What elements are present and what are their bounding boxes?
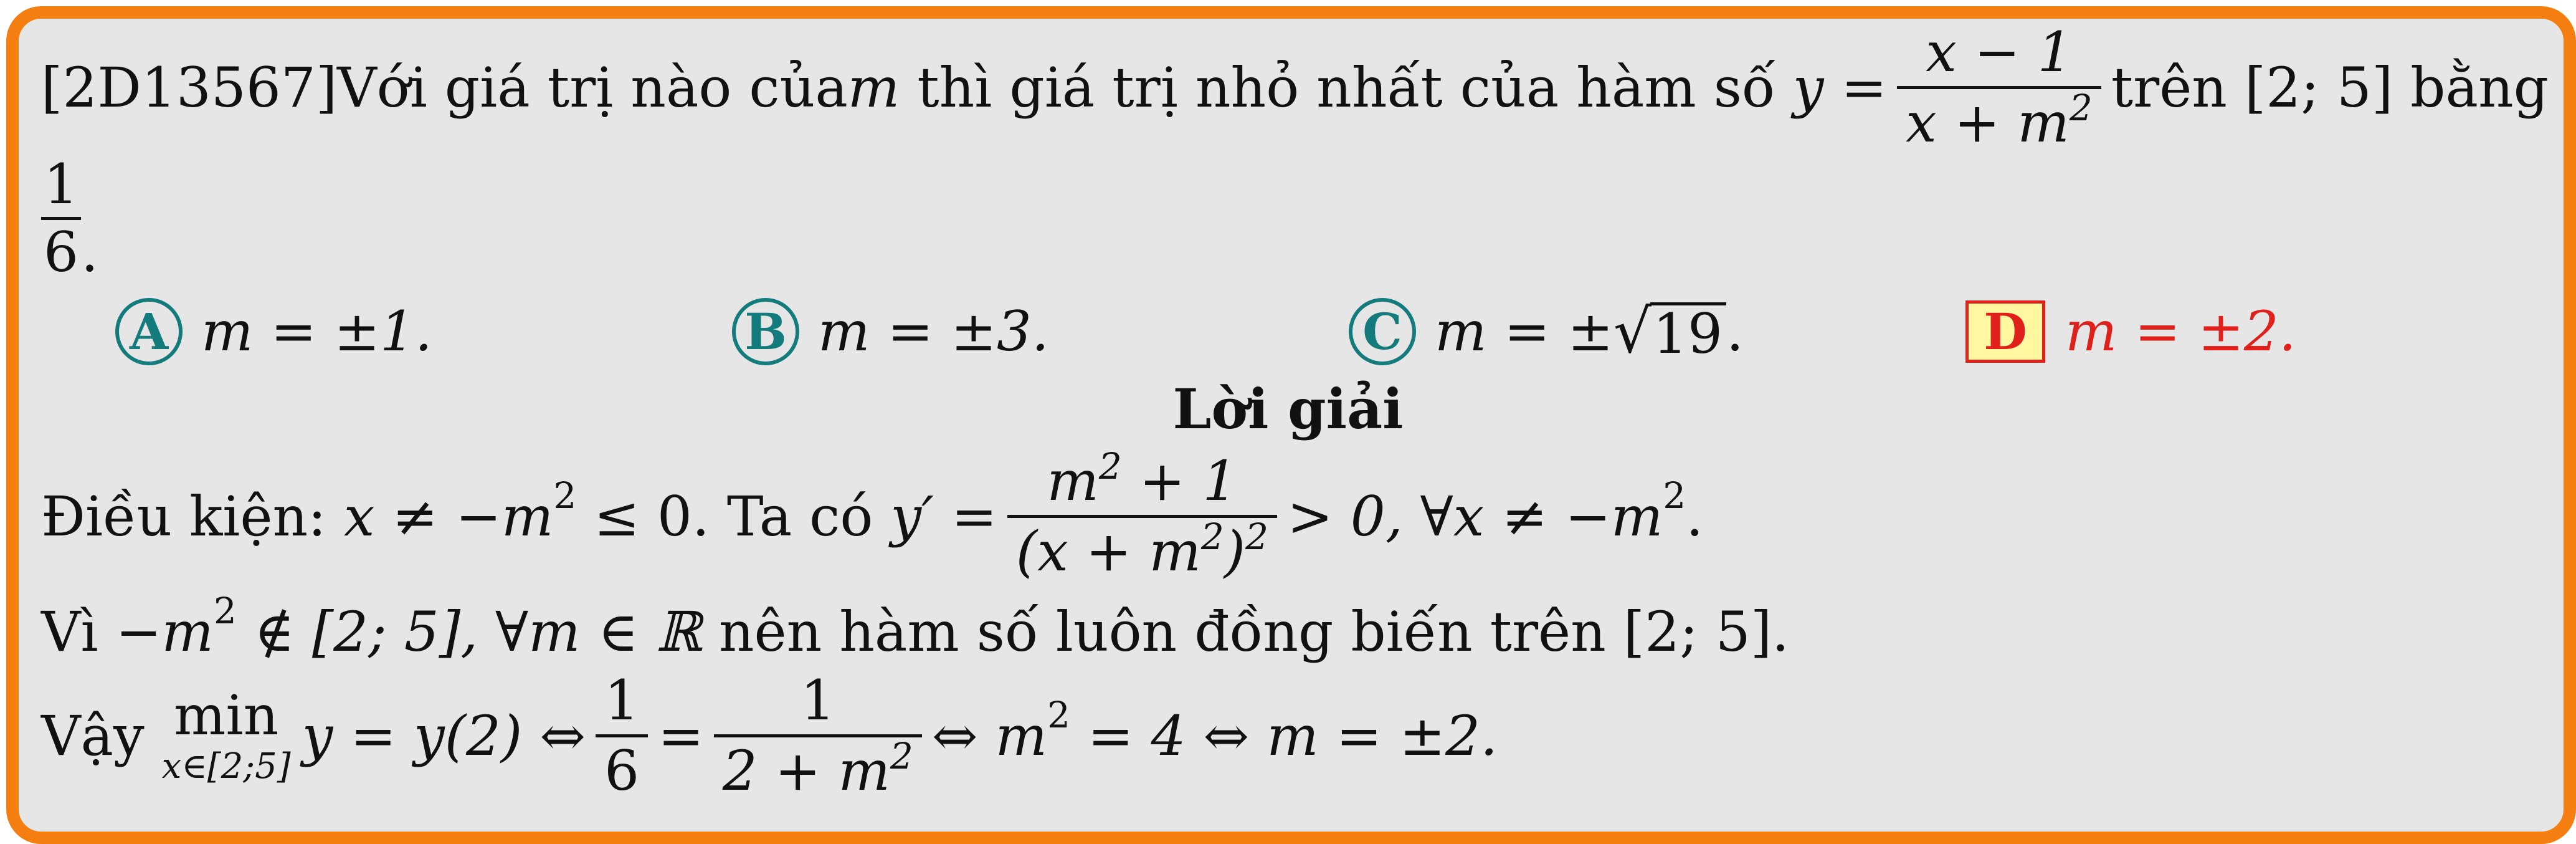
question-line <box>41 20 2549 155</box>
fraction-one-over-2-plus-m2: $\frac{1}{2 + m^2}$ <box>714 673 922 798</box>
question-text-3: trên [2; 5] bằng <box>2111 55 2549 120</box>
solution-line-3: Vậy min x∈[2;5] y = y(2) ⇔ $\frac{1}{6}$ = $\frac{1}{2 + m^2}$ ⇔ m 2 = 4 ⇔ m = ±2. <box>41 668 1498 803</box>
choice-a-answer: m = ±1. <box>201 299 432 363</box>
question-value: $\frac{1}{6}$ . <box>41 157 98 280</box>
choice-c[interactable] <box>1349 298 1744 365</box>
choice-c-answer-prefix: m = ± <box>1435 299 1614 363</box>
choice-d-answer: m = ±2. <box>2065 299 2296 363</box>
question-id: [2D13567] <box>41 55 338 120</box>
function-numerator: x − 1 <box>1926 20 2073 84</box>
solution-heading: Lời giải <box>1172 376 1404 441</box>
value-fraction: $\frac{1}{6}$ <box>41 157 81 280</box>
min-operator: min x∈[2;5] <box>161 683 291 787</box>
function-fraction <box>1897 20 2101 155</box>
function-denominator: $x + m^2$ <box>1897 86 2101 150</box>
choice-b[interactable] <box>732 298 1049 365</box>
choice-c-label[interactable]: C <box>1349 298 1416 365</box>
choice-a[interactable] <box>115 298 432 365</box>
choice-c-radicand: 19 <box>1650 302 1726 362</box>
fraction-one-sixth: $\frac{1}{6}$ <box>596 673 648 798</box>
y-equals: y = <box>1792 55 1888 120</box>
solution-line-1: Điều kiện: x ≠ −m 2 ≤ 0 . Ta có y′ = $\frac{m^2 + 1}{(x + m^2)^2}$ > 0, ∀x ≠ −m 2 . <box>41 445 1704 583</box>
derivative-fraction: $\frac{m^2 + 1}{(x + m^2)^2}$ <box>1007 454 1277 579</box>
choice-a-label[interactable]: A <box>115 298 183 365</box>
choice-c-suffix: . <box>1726 299 1744 363</box>
question-text-2: thì giá trị nhỏ nhất của hàm số <box>900 55 1793 120</box>
sqrt-icon: √ <box>1613 297 1652 367</box>
question-text-1: Với giá trị nào của <box>337 55 848 120</box>
choice-b-answer: m = ±3. <box>818 299 1049 363</box>
solution-line-2: Vì −m 2 ∉ [2; 5], ∀m ∈ ℝ nên hàm số luôn đồng biến trên [2; 5]. <box>41 590 1790 664</box>
choice-d[interactable] <box>1965 300 2296 363</box>
choice-b-label[interactable]: B <box>732 298 799 365</box>
choice-d-label[interactable]: D <box>1965 300 2045 363</box>
variable-m: m <box>847 55 900 120</box>
